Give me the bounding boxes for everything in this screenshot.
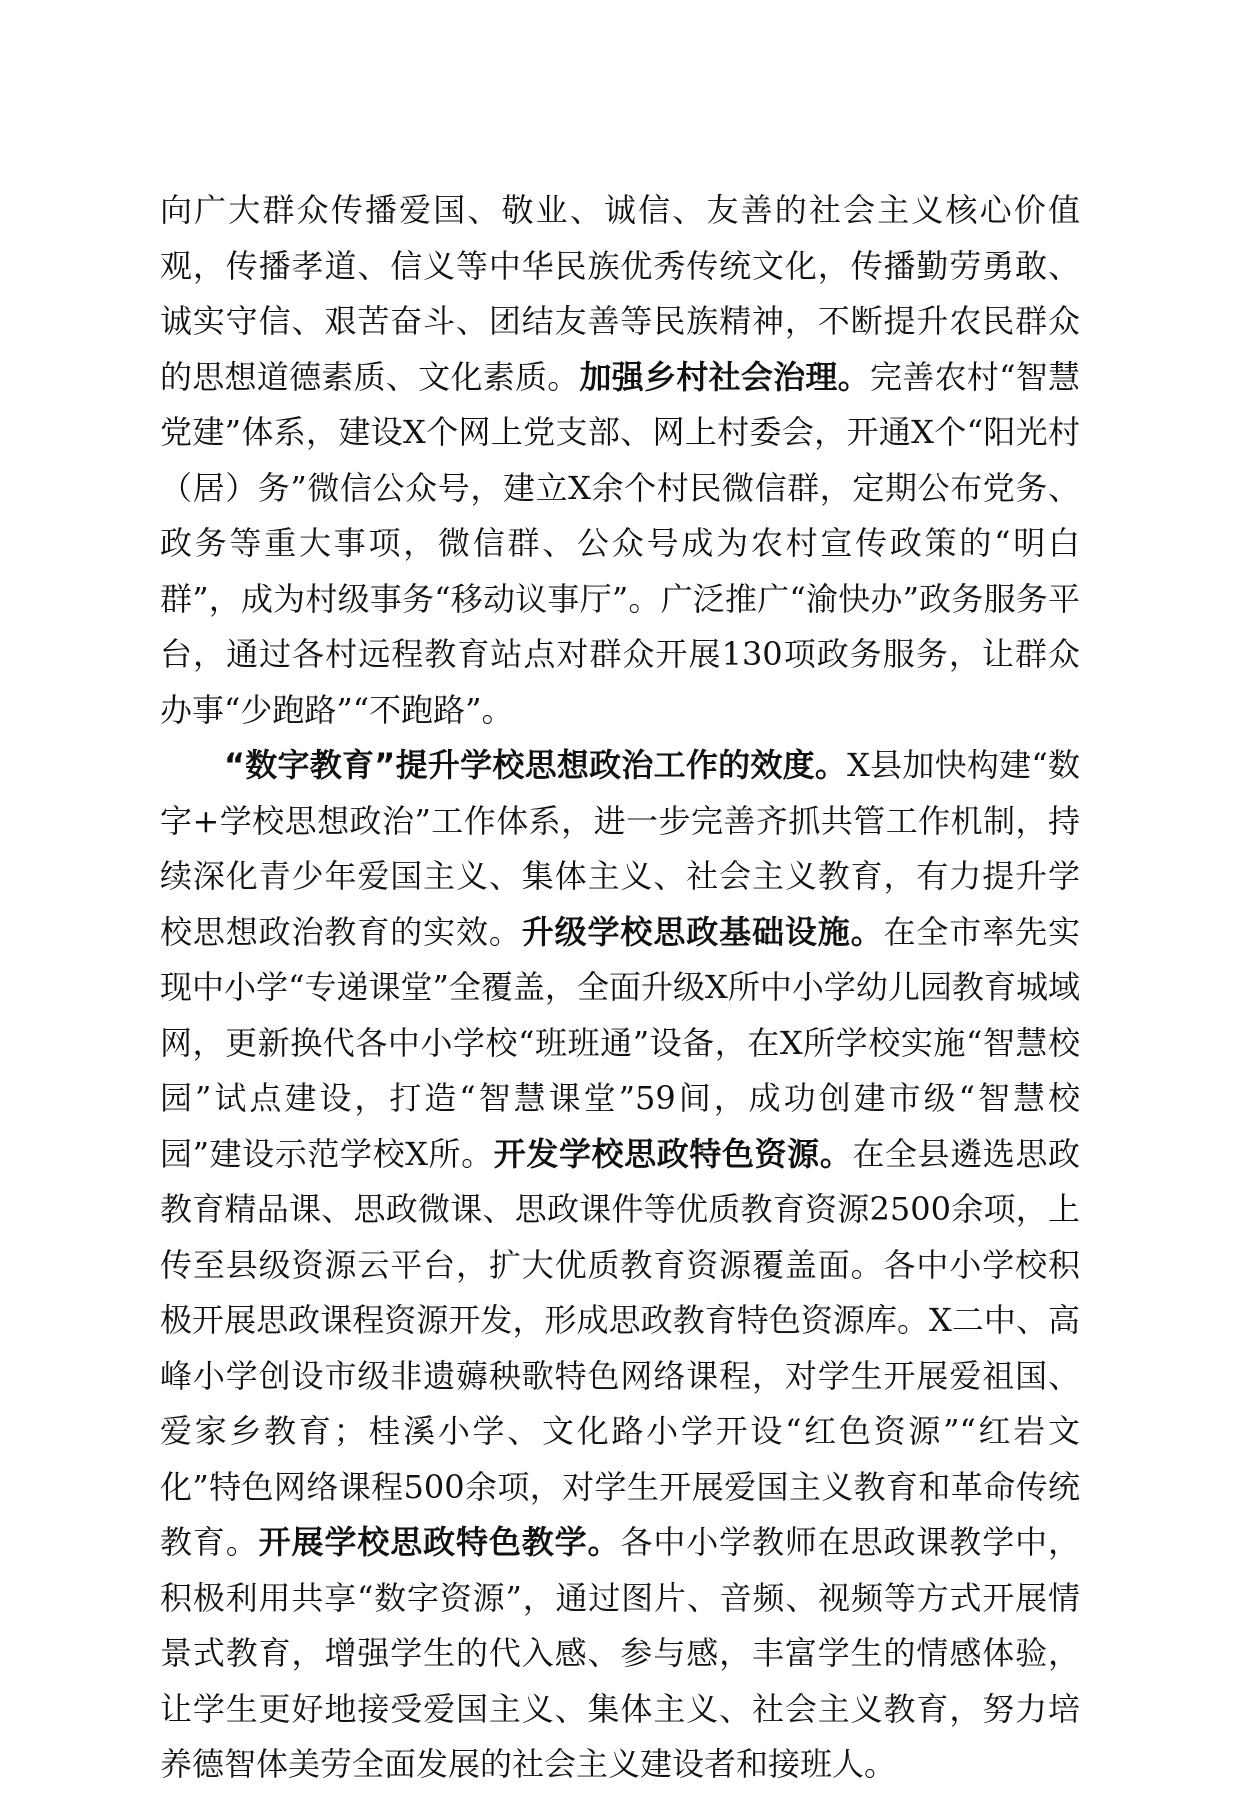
text-segment: 向广大群众传播爱国、敬业、诚信、友善的社会主义核心价值观，传播孝道、信义等中华民族优秀传统文化，传播勤劳勇敢、诚实守信、艰苦奋斗、团结友善等民族精神，不断提升农民群众的思想道德素质、文化素质。: [160, 191, 1080, 396]
paragraph-rural-governance: [160, 183, 1080, 738]
heading-digital-education: “数字教育”提升学校思想政治工作的效度。: [224, 746, 848, 784]
document-page: [160, 183, 1080, 1793]
text-segment: 在全市率先实现中小学“专递课堂”全覆盖，全面升级X所中小学幼儿园教育城域网，更新换代各中小学校“班班通”设备，在X所学校实施“智慧校园”试点建设，打造“智慧课堂”59间，成功创建市级“智慧校园”建设示范学校X所。: [160, 912, 1080, 1173]
heading-special-teaching: 开展学校思政特色教学。: [258, 1523, 621, 1561]
heading-develop-resources: 开发学校思政特色资源。: [493, 1134, 853, 1173]
text-segment: 各中小学教师在思政课教学中，积极利用共享“数字资源”，通过图片、音频、视频等方式开展情景式教育，增强学生的代入感、参与感，丰富学生的情感体验，让学生更好地接受爱国主义、集体主义、社会主义教育，努力培养德智体美劳全面发展的社会主义建设者和接班人。: [160, 1523, 1080, 1783]
text-segment: 在全县遴选思政教育精品课、思政微课、思政课件等优质教育资源2500余项，上传至县级资源云平台，扩大优质教育资源覆盖面。各中小学校积极开展思政课程资源开发，形成思政教育特色资源库。X二中、高峰小学创设市级非遗薅秧歌特色网络课程，对学生开展爱祖国、爱家乡教育；桂溪小学、文化路小学开设“红色资源”“红岩文化”特色网络课程500余项，对学生开展爱国主义教育和革命传统教育。: [160, 1134, 1080, 1561]
heading-rural-governance: 加强乡村社会治理。: [579, 357, 870, 396]
text-segment: 完善农村“智慧党建”体系，建设X个网上党支部、网上村委会，开通X个“阳光村（居）务”微信公众号，建立X余个村民微信群，定期公布党务、政务等重大事项，微信群、公众号成为农村宣传政策的“明白群”，成为村级事务“移动议事厅”。广泛推广“渝快办”政务服务平台，通过各村远程教育站点对群众开展130项政务服务，让群众办事“少跑路”“不跑路”。: [160, 357, 1080, 729]
text-segment: X县加快构建“数字+学校思想政治”工作体系，进一步完善齐抓共管工作机制，持续深化青少年爱国主义、集体主义、社会主义教育，有力提升学校思想政治教育的实效。: [160, 746, 1080, 951]
paragraph-digital-education: [160, 738, 1080, 1793]
heading-upgrade-facilities: 升级学校思政基础设施。: [521, 912, 884, 951]
